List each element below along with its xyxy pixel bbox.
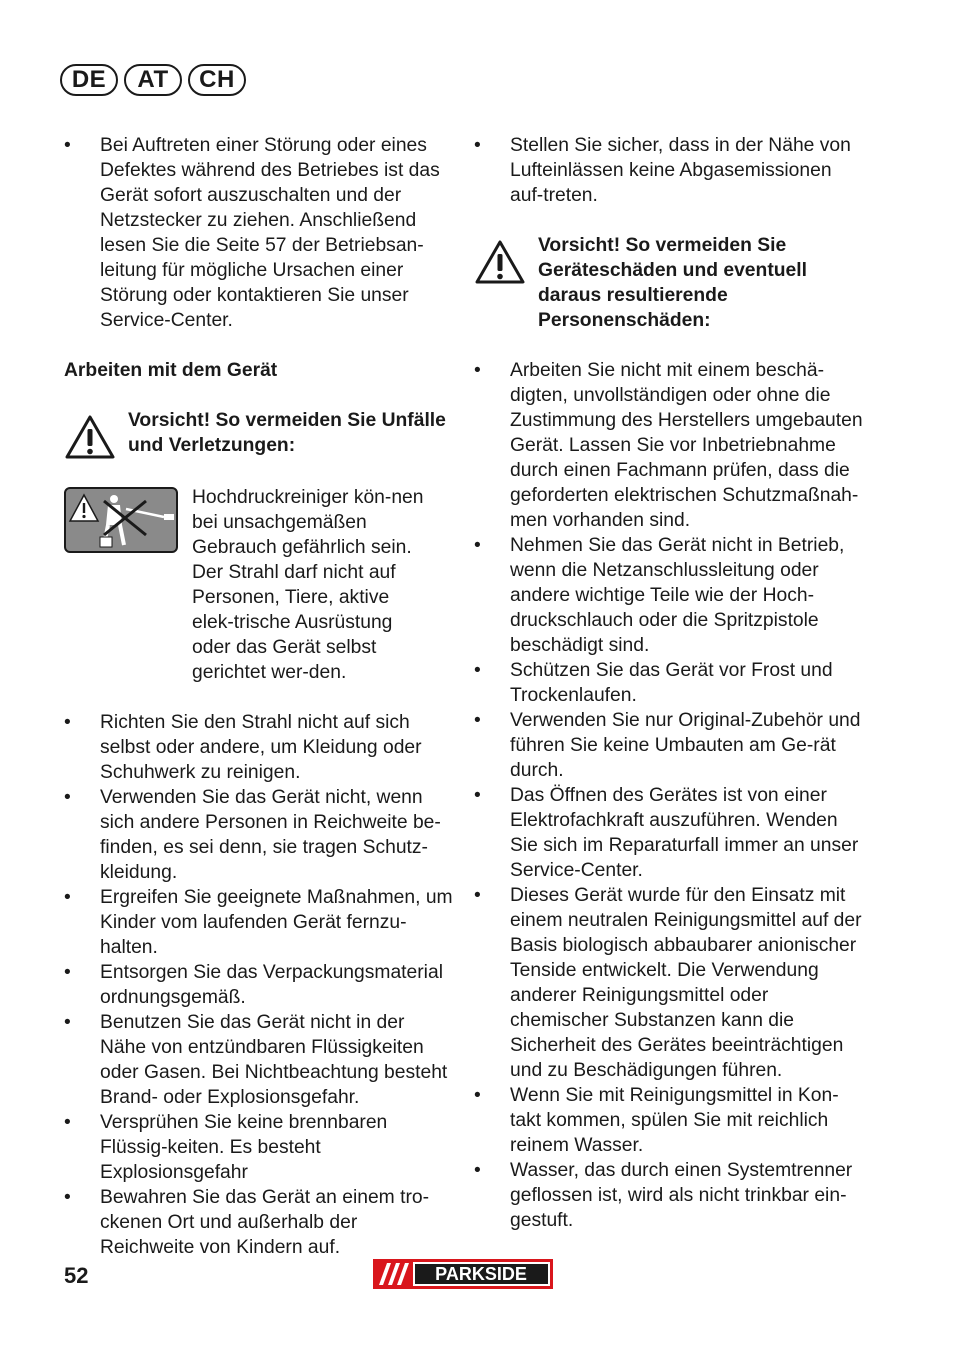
list-item: • Arbeiten Sie nicht mit einem beschä-digten, unvollständigen oder ohne die Zustimmung des Herstellers umgebauten Gerät. Lassen Sie vor Inbetriebnahme durch einen Fachmann prüfen, dass die geforderten elektrischen Schutzmaßnah-men vorhanden sind. [474,358,866,533]
badge-de: DE [60,64,118,96]
list-item: • Wasser, das durch einen Systemtrenner geflossen ist, wird als nicht trinkbar ein-gestuft. [474,1158,866,1233]
warning-triangle-icon [474,239,526,285]
badge-at: AT [124,64,182,96]
warning-block-accidents [64,408,454,460]
list-item: • Bewahren Sie das Gerät an einem tro-ckenen Ort und außerhalb der Reichweite von Kindern auf. [64,1185,454,1260]
right-intro-list [474,133,866,208]
warning-triangle-icon [64,414,116,460]
list-item: • Richten Sie den Strahl nicht auf sich selbst oder andere, um Kleidung oder Schuhwerk zu reinigen. [64,710,454,785]
list-item: • Ergreifen Sie geeignete Maßnahmen, um Kinder vom laufenden Gerät fernzu-halten. [64,885,454,960]
list-item: • Benutzen Sie das Gerät nicht in der Nähe von entzündbaren Flüssigkeiten oder Gasen. Bei Nichtbeachtung besteht Brand- oder Explosionsgefahr. [64,1010,454,1110]
list-item: • Stellen Sie sicher, dass in der Nähe von Lufteinlässen keine Abgasemissionen auf-treten. [474,133,866,208]
right-safety-list [474,358,866,1233]
left-safety-list [64,710,454,1260]
badge-ch: CH [188,64,246,96]
list-item: • Versprühen Sie keine brennbaren Flüssig-keiten. Es besteht Explosionsgefahr [64,1110,454,1185]
country-badges [60,64,246,96]
list-item: • Das Öffnen des Gerätes ist von einer Elektrofachkraft auszuführen. Wenden Sie sich im Reparaturfall immer an unser Service-Center. [474,783,866,883]
list-item: • Entsorgen Sie das Verpackungsmaterial ordnungsgemäß. [64,960,454,1010]
list-item: • Dieses Gerät wurde für den Einsatz mit einem neutralen Reinigungsmittel auf der Basis biologisch abbaubarer anionischer Tenside entwickelt. Die Verwendung anderer Reinigungsmittel oder chemischer Substanzen kann die Sicherheit des Gerätes beeinträchtigen und zu Beschädigungen führen. [474,883,866,1083]
list-item: • Bei Auftreten einer Störung oder eines Defektes während des Betriebes ist das Gerät sofort auszuschalten und der Netzstecker zu ziehen. Anschließend lesen Sie die Seite 57 der Betriebsan-leitung für mögliche Ursachen einer Störung oder kontaktieren Sie unser Service-Center. [64,133,454,333]
left-column [64,133,454,1260]
pictogram-text: Hochdruckreiniger kön-nen bei unsachgemäßen Gebrauch gefährlich sein. Der Strahl darf nicht auf Personen, Tiere, aktive elek-trische Ausrüstung oder das Gerät selbst gerichtet wer-den. [192,487,424,683]
list-item: • Verwenden Sie das Gerät nicht, wenn sich andere Personen in Reichweite be-finden, es sei denn, sie tragen Schutz-kleidung. [64,785,454,885]
page-number: 52 [64,1263,89,1288]
warning-text: Vorsicht! So vermeiden Sie Unfälle und Verletzungen: [128,410,446,456]
section-heading: Arbeiten mit dem Gerät [64,360,278,381]
warning-text: Vorsicht! So vermeiden Sie Geräteschäden und eventuell daraus resultierende Personenschäden: [538,235,807,331]
pictogram-row [64,485,454,685]
list-item: • Schützen Sie das Gerät vor Frost und Trockenlaufen. [474,658,866,708]
right-column [474,133,866,1233]
left-intro-list [64,133,454,333]
list-item: • Nehmen Sie das Gerät nicht in Betrieb, wenn die Netzanschlussleitung oder andere wichtige Teile wie der Hoch-druckschlauch oder die Spritzpistole beschädigt sind. [474,533,866,658]
high-pressure-warning-pictogram-icon [64,487,178,553]
list-item: • Wenn Sie mit Reinigungsmittel in Kon-takt kommen, spülen Sie mit reichlich reinem Wasser. [474,1083,866,1158]
list-item: • Verwenden Sie nur Original-Zubehör und führen Sie keine Umbauten am Ge-rät durch. [474,708,866,783]
warning-block-damage [474,233,866,333]
logo-text: PARKSIDE [435,1264,527,1284]
parkside-logo [373,1259,553,1289]
